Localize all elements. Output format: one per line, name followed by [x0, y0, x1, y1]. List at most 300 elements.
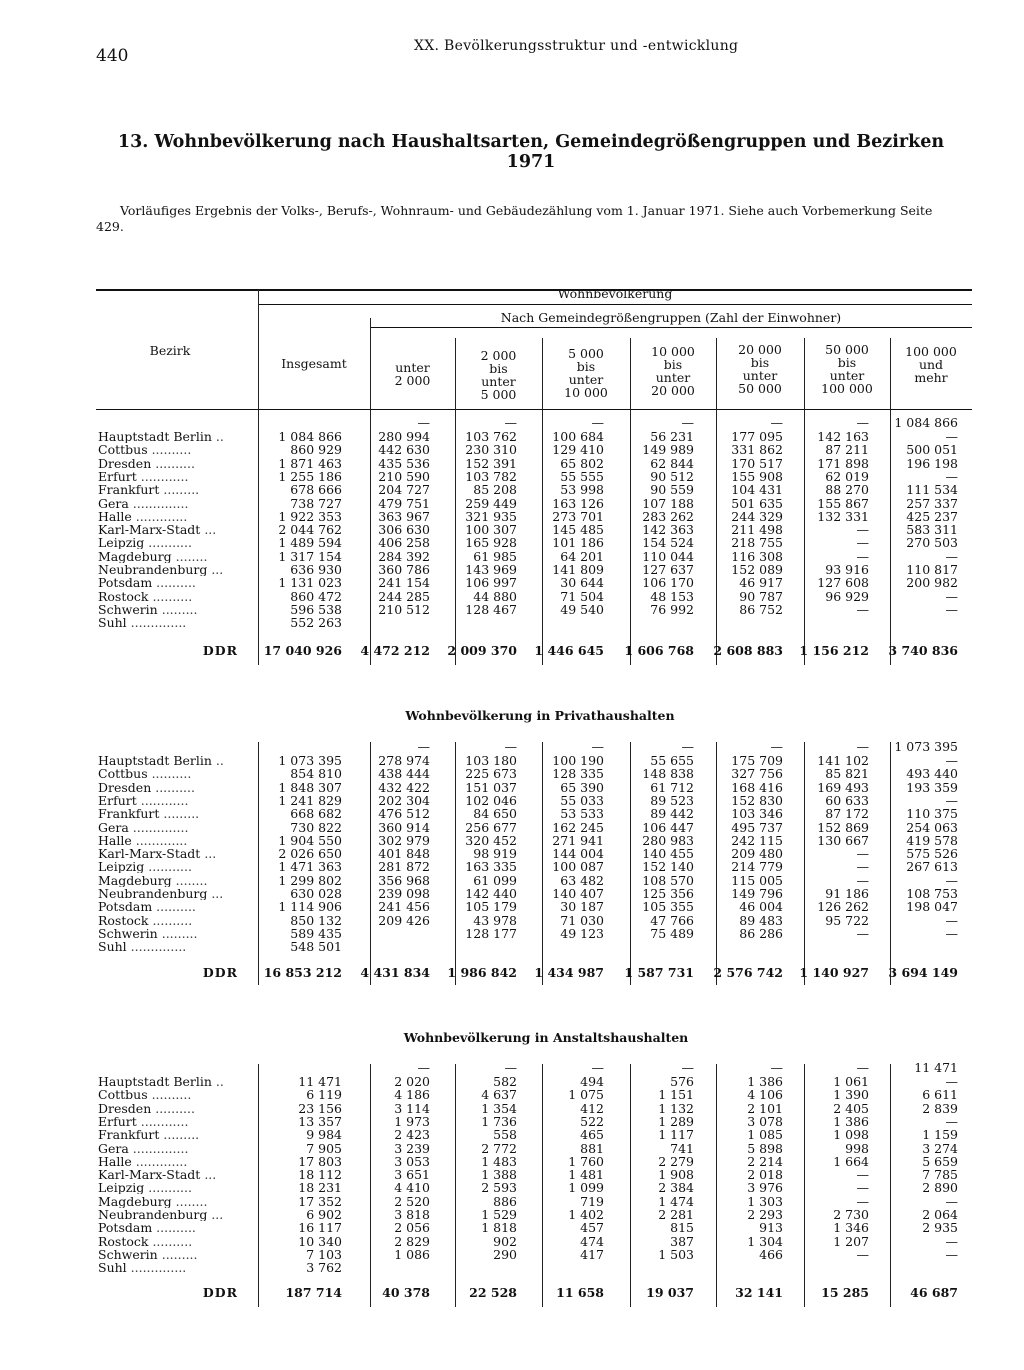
leader-dots: .......... — [148, 1235, 193, 1248]
cell-col-2: — — [504, 415, 517, 430]
cell-col-5: 152 830 — [731, 793, 783, 808]
cell-col-6: — — [856, 1194, 869, 1209]
cell-col-2: 143 969 — [465, 562, 517, 577]
running-head: XX. Bevölkerungsstruktur und -entwicklung — [414, 38, 739, 54]
cell-col-0: 6 119 — [306, 1087, 342, 1102]
first-row — [96, 740, 976, 753]
cell-col-4: 1 151 — [658, 1087, 694, 1102]
table-row — [96, 1235, 976, 1248]
cell-col-1: 40 378 — [382, 1285, 430, 1300]
leader-dots: ........... — [144, 536, 192, 549]
cell-col-1: 306 630 — [378, 522, 430, 537]
cell-col-1: 278 974 — [378, 753, 430, 768]
table-row — [96, 536, 976, 549]
cell-col-2: 886 — [493, 1194, 517, 1209]
cell-col-4: 108 570 — [642, 873, 694, 888]
cell-col-5: 209 480 — [731, 846, 783, 861]
header-col-7: 100 000 und mehr — [905, 344, 957, 385]
cell-col-4: 142 363 — [642, 522, 694, 537]
cell-col-7: 575 526 — [906, 846, 958, 861]
cell-col-2: 128 467 — [465, 602, 517, 617]
header-bottom-rule — [96, 409, 972, 410]
total-label: DDR — [202, 966, 238, 979]
cell-col-1: 442 630 — [378, 442, 430, 457]
cell-col-7: 2 839 — [922, 1101, 958, 1116]
cell-col-3: 53 998 — [560, 482, 604, 497]
cell-col-3: 129 410 — [552, 442, 604, 457]
cell-col-2: 43 978 — [473, 913, 517, 928]
cell-col-3: 273 701 — [552, 509, 604, 524]
cell-col-7: — — [945, 1234, 958, 1249]
leader-dots: .......... — [148, 590, 193, 603]
cell-col-0: 2 044 762 — [278, 522, 342, 537]
cell-col-1: 406 258 — [378, 535, 430, 550]
cell-col-2: 259 449 — [465, 496, 517, 511]
cell-col-0: 1 471 363 — [278, 859, 342, 874]
cell-col-1: 2 056 — [394, 1220, 430, 1235]
cell-col-1: 3 239 — [394, 1141, 430, 1156]
table-row — [96, 900, 976, 913]
cell-col-6: 2 730 — [833, 1207, 869, 1222]
cell-col-2: 290 — [493, 1247, 517, 1262]
cell-col-4: 741 — [670, 1141, 694, 1156]
cell-col-0: 668 682 — [290, 806, 342, 821]
header-col-3: 5 000 bis unter 10 000 — [564, 346, 608, 400]
cell-col-5: 46 917 — [739, 575, 783, 590]
cell-col-3: 71 030 — [560, 913, 604, 928]
leader-dots: ... — [200, 523, 217, 536]
cell-col-1: 1 086 — [394, 1247, 430, 1262]
cell-col-3: 1 446 645 — [534, 643, 604, 658]
cell-col-3: 522 — [580, 1114, 604, 1129]
cell-col-6: 169 493 — [817, 780, 869, 795]
cell-col-2: 106 997 — [465, 575, 517, 590]
cell-col-1: 4 410 — [394, 1180, 430, 1195]
table-row — [96, 767, 976, 780]
table-title: 13. Wohnbevölkerung nach Haushaltsarten, Gemeindegrößengruppen und Bezirken 1971 — [117, 132, 945, 172]
cell-col-0: 17 803 — [298, 1154, 342, 1169]
cell-col-6: 152 869 — [817, 820, 869, 835]
cell-col-7: — — [945, 753, 958, 768]
cell-col-7: 2 890 — [922, 1180, 958, 1195]
cell-col-6: 1 061 — [833, 1074, 869, 1089]
leader-dots: .......... — [147, 767, 192, 780]
cell-col-1: 476 512 — [378, 806, 430, 821]
cell-col-6: 1 098 — [833, 1127, 869, 1142]
cell-col-5: 913 — [759, 1220, 783, 1235]
cell-col-0: 1 904 550 — [278, 833, 342, 848]
bezirk-name: Magdeburg ........ — [98, 1195, 208, 1208]
cell-col-1: 239 098 — [378, 886, 430, 901]
cell-col-6: 1 207 — [833, 1234, 869, 1249]
cell-col-6: 998 — [845, 1141, 869, 1156]
cell-col-1: 479 751 — [378, 496, 430, 511]
cell-col-6: 1 390 — [833, 1087, 869, 1102]
cell-col-3: 162 245 — [552, 820, 604, 835]
bezirk-name: Karl-Marx-Stadt ... — [98, 847, 217, 860]
cell-col-0: 730 822 — [290, 820, 342, 835]
cell-col-7: 110 817 — [906, 562, 958, 577]
table-row — [96, 590, 976, 603]
cell-col-0: 1 489 594 — [278, 535, 342, 550]
cell-col-3: 11 658 — [556, 1285, 604, 1300]
leader-dots: .............. — [126, 616, 187, 629]
bezirk-name: Suhl .............. — [98, 940, 187, 953]
cell-col-4: 387 — [670, 1234, 694, 1249]
cell-col-1: 363 967 — [378, 509, 430, 524]
cell-col-2: 1 818 — [481, 1220, 517, 1235]
cell-col-7: 270 503 — [906, 535, 958, 550]
cell-col-5: 214 779 — [731, 859, 783, 874]
cell-col-2: 320 452 — [465, 833, 517, 848]
cell-col-1: 4 431 834 — [360, 965, 430, 980]
cell-col-7: 108 753 — [906, 886, 958, 901]
cell-col-0: 860 472 — [290, 589, 342, 604]
leader-dots: ......... — [157, 927, 198, 940]
total-row — [96, 644, 976, 657]
table-row — [96, 914, 976, 927]
cell-col-7: — — [945, 926, 958, 941]
cell-col-0: 3 762 — [306, 1260, 342, 1275]
cell-col-6: 85 821 — [825, 766, 869, 781]
cell-col-3: — — [591, 415, 604, 430]
total-row — [96, 1286, 976, 1299]
cell-col-0: 1 871 463 — [278, 456, 342, 471]
cell-col-1: 3 818 — [394, 1207, 430, 1222]
cell-col-7: 11 471 — [914, 1060, 958, 1075]
cell-col-5: 116 308 — [731, 549, 783, 564]
bezirk-name: Gera .............. — [98, 1142, 189, 1155]
cell-col-0: 1 255 186 — [278, 469, 342, 484]
cell-col-0: 16 853 212 — [263, 965, 342, 980]
cell-col-7: 110 375 — [906, 806, 958, 821]
leader-dots: .. — [211, 1075, 224, 1088]
cell-col-1: 360 786 — [378, 562, 430, 577]
leader-dots: ........... — [144, 1181, 192, 1194]
cell-col-3: 65 390 — [560, 780, 604, 795]
first-row — [96, 1061, 976, 1074]
cell-col-1: 244 285 — [378, 589, 430, 604]
cell-col-6: 171 898 — [817, 456, 869, 471]
cell-col-0: 1 131 023 — [278, 575, 342, 590]
table-row — [96, 510, 976, 523]
cell-col-2: 61 099 — [473, 873, 517, 888]
cell-col-1: 280 994 — [378, 429, 430, 444]
cell-col-0: 1 241 829 — [278, 793, 342, 808]
header-col-1: unter 2 000 — [394, 360, 431, 388]
cell-col-4: 125 356 — [642, 886, 694, 901]
cell-col-2: 2 009 370 — [447, 643, 517, 658]
header-col-4: 10 000 bis unter 20 000 — [651, 344, 695, 398]
cell-col-0: 7 905 — [306, 1141, 342, 1156]
cell-col-2: 1 483 — [481, 1154, 517, 1169]
bezirk-name: Erfurt ............ — [98, 1115, 189, 1128]
cell-col-1: 210 512 — [378, 602, 430, 617]
cell-col-6: 130 667 — [817, 833, 869, 848]
cell-col-3: 100 190 — [552, 753, 604, 768]
cell-col-6: 1 346 — [833, 1220, 869, 1235]
cell-col-0: 860 929 — [290, 442, 342, 457]
cell-col-4: — — [681, 739, 694, 754]
cell-col-2: 1 354 — [481, 1101, 517, 1116]
cell-col-7: — — [945, 873, 958, 888]
cell-col-1: 3 114 — [394, 1101, 430, 1116]
header-col-0: Insgesamt — [281, 356, 347, 371]
cell-col-3: 49 123 — [560, 926, 604, 941]
cell-col-6: — — [856, 535, 869, 550]
cell-col-3: 1 760 — [568, 1154, 604, 1169]
cell-col-3: 30 187 — [560, 899, 604, 914]
cell-col-1: 204 727 — [378, 482, 430, 497]
cell-col-2: 151 037 — [465, 780, 517, 795]
cell-col-1: 438 444 — [378, 766, 430, 781]
cell-col-5: 242 115 — [731, 833, 783, 848]
cell-col-5: 1 085 — [747, 1127, 783, 1142]
leader-dots: ............ — [136, 470, 189, 483]
leader-dots: .......... — [151, 457, 195, 470]
cell-col-4: 76 992 — [650, 602, 694, 617]
cell-col-2: 558 — [493, 1127, 517, 1142]
cell-col-7: — — [945, 589, 958, 604]
cell-col-3: 1 402 — [568, 1207, 604, 1222]
cell-col-0: 738 727 — [290, 496, 342, 511]
cell-col-4: 106 447 — [642, 820, 694, 835]
cell-col-0: 548 501 — [290, 939, 342, 954]
cell-col-2: 1 388 — [481, 1167, 517, 1182]
cell-col-6: 127 608 — [817, 575, 869, 590]
cell-col-7: — — [945, 469, 958, 484]
cell-col-5: 46 004 — [739, 899, 783, 914]
bezirk-name: Karl-Marx-Stadt ... — [98, 523, 217, 536]
table-row — [96, 1181, 976, 1194]
cell-col-5: 2 214 — [747, 1154, 783, 1169]
leader-dots: ... — [200, 847, 217, 860]
cell-col-7: 5 659 — [922, 1154, 958, 1169]
cell-col-4: 19 037 — [646, 1285, 694, 1300]
cell-col-3: 494 — [580, 1074, 604, 1089]
cell-col-2: 1 529 — [481, 1207, 517, 1222]
table-row — [96, 1155, 976, 1168]
cell-col-0: 23 156 — [298, 1101, 342, 1116]
bezirk-name: Leipzig ........... — [98, 1181, 192, 1194]
cell-col-7: 2 935 — [922, 1220, 958, 1235]
cell-col-6: 126 262 — [817, 899, 869, 914]
cell-col-3: 1 099 — [568, 1180, 604, 1195]
cell-col-7: 1 159 — [922, 1127, 958, 1142]
cell-col-7: 425 237 — [906, 509, 958, 524]
cell-col-4: 90 512 — [650, 469, 694, 484]
cell-col-3: — — [591, 1060, 604, 1075]
table-row — [96, 443, 976, 456]
leader-dots: ... — [207, 1208, 224, 1221]
cell-col-2: 84 650 — [473, 806, 517, 821]
cell-col-6: — — [856, 873, 869, 888]
bezirk-name: Dresden .......... — [98, 1102, 195, 1115]
cell-col-1: 281 872 — [378, 859, 430, 874]
cell-col-2: 582 — [493, 1074, 517, 1089]
cell-col-1: 356 968 — [378, 873, 430, 888]
cell-col-5: 86 286 — [739, 926, 783, 941]
cell-col-3: 145 485 — [552, 522, 604, 537]
bezirk-name: Halle ............. — [98, 510, 188, 523]
table-row — [96, 1221, 976, 1234]
cell-col-6: — — [856, 602, 869, 617]
cell-col-3: 474 — [580, 1234, 604, 1249]
cell-col-5: — — [770, 415, 783, 430]
cell-col-1: 241 456 — [378, 899, 430, 914]
cell-col-4: 1 503 — [658, 1247, 694, 1262]
cell-col-1: 2 829 — [394, 1234, 430, 1249]
table-row — [96, 860, 976, 873]
cell-col-4: 2 281 — [658, 1207, 694, 1222]
cell-col-5: 466 — [759, 1247, 783, 1262]
first-row — [96, 416, 976, 429]
cell-col-6: 96 929 — [825, 589, 869, 604]
cell-col-1: 1 973 — [394, 1114, 430, 1129]
cell-col-1: 401 848 — [378, 846, 430, 861]
table-note: Vorläufiges Ergebnis der Volks-, Berufs-, Wohnraum- und Gebäudezählung vom 1. Januar 1971. Siehe auch Vorbemerkung Seite 429. — [96, 203, 933, 234]
cell-col-6: 1 156 212 — [799, 643, 869, 658]
cell-col-4: 2 384 — [658, 1180, 694, 1195]
cell-col-2: 2 772 — [481, 1141, 517, 1156]
cell-col-6: 141 102 — [817, 753, 869, 768]
leader-dots: ............. — [131, 1155, 188, 1168]
cell-col-2: 103 782 — [465, 469, 517, 484]
table-row — [96, 523, 976, 536]
cell-col-3: 49 540 — [560, 602, 604, 617]
bezirk-name: Rostock .......... — [98, 914, 193, 927]
cell-col-6: 93 916 — [825, 562, 869, 577]
cell-col-3: 100 684 — [552, 429, 604, 444]
cell-col-3: 64 201 — [560, 549, 604, 564]
cell-col-7: 3 274 — [922, 1141, 958, 1156]
cell-col-1: 4 472 212 — [360, 643, 430, 658]
cell-col-0: 2 026 650 — [278, 846, 342, 861]
bezirk-name: Karl-Marx-Stadt ... — [98, 1168, 217, 1181]
cell-col-7: — — [945, 1114, 958, 1129]
cell-col-3: 55 033 — [560, 793, 604, 808]
bezirk-name: Leipzig ........... — [98, 536, 192, 549]
cell-col-0: 18 231 — [298, 1180, 342, 1195]
header-col-2: 2 000 bis unter 5 000 — [480, 348, 517, 402]
cell-col-2: — — [504, 739, 517, 754]
bezirk-name: Frankfurt ......... — [98, 483, 200, 496]
bezirk-name: Frankfurt ......... — [98, 807, 200, 820]
table-row — [96, 576, 976, 589]
cell-col-4: — — [681, 1060, 694, 1075]
cell-col-4: 140 455 — [642, 846, 694, 861]
cell-col-5: 90 787 — [739, 589, 783, 604]
cell-col-1: 241 154 — [378, 575, 430, 590]
cell-col-7: — — [945, 429, 958, 444]
cell-col-6: 88 270 — [825, 482, 869, 497]
cell-col-3: 100 087 — [552, 859, 604, 874]
leader-dots: .............. — [126, 940, 187, 953]
cell-col-1: 3 053 — [394, 1154, 430, 1169]
bezirk-name: Hauptstadt Berlin .. — [98, 1075, 224, 1088]
bezirk-name: Potsdam .......... — [98, 900, 196, 913]
cell-col-3: 881 — [580, 1141, 604, 1156]
cell-col-6: 155 867 — [817, 496, 869, 511]
cell-col-0: 630 028 — [290, 886, 342, 901]
cell-col-1: 432 422 — [378, 780, 430, 795]
leader-dots: ........ — [171, 550, 208, 563]
leader-dots: ... — [207, 563, 224, 576]
cell-col-0: 596 538 — [290, 602, 342, 617]
leader-dots: .......... — [152, 1221, 196, 1234]
cell-col-3: 141 809 — [552, 562, 604, 577]
cell-col-7: — — [945, 1074, 958, 1089]
leader-dots: ......... — [159, 483, 200, 496]
cell-col-7: 500 051 — [906, 442, 958, 457]
cell-col-2: 1 986 842 — [447, 965, 517, 980]
cell-col-0: 17 352 — [298, 1194, 342, 1209]
cell-col-3: 1 075 — [568, 1087, 604, 1102]
cell-col-0: 11 471 — [298, 1074, 342, 1089]
cell-col-5: 1 304 — [747, 1234, 783, 1249]
table-row — [96, 834, 976, 847]
cell-col-4: 55 655 — [650, 753, 694, 768]
cell-col-5: 1 303 — [747, 1194, 783, 1209]
table-row — [96, 483, 976, 496]
cell-col-6: — — [856, 522, 869, 537]
table-row — [96, 1088, 976, 1101]
leader-dots: ........... — [144, 860, 192, 873]
cell-col-3: 140 407 — [552, 886, 604, 901]
cell-col-6: 60 633 — [825, 793, 869, 808]
cell-col-2: 105 179 — [465, 899, 517, 914]
cell-col-0: 1 317 154 — [278, 549, 342, 564]
leader-dots: .......... — [152, 900, 196, 913]
cell-col-5: 175 709 — [731, 753, 783, 768]
cell-col-4: 48 153 — [650, 589, 694, 604]
leader-dots: ........ — [171, 1195, 208, 1208]
cell-col-3: 457 — [580, 1220, 604, 1235]
cell-col-3: 163 126 — [552, 496, 604, 511]
leader-dots: .............. — [128, 1142, 189, 1155]
leader-dots: .. — [211, 430, 224, 443]
cell-col-7: 200 982 — [906, 575, 958, 590]
cell-col-3: 63 482 — [560, 873, 604, 888]
cell-col-2: 902 — [493, 1234, 517, 1249]
cell-col-6: 1 664 — [833, 1154, 869, 1169]
cell-col-0: 17 040 926 — [263, 643, 342, 658]
bezirk-name: Rostock .......... — [98, 1235, 193, 1248]
cell-col-1: 4 186 — [394, 1087, 430, 1102]
leader-dots: .............. — [128, 821, 189, 834]
cell-col-1: 360 914 — [378, 820, 430, 835]
cell-col-0: 678 666 — [290, 482, 342, 497]
cell-col-7: 46 687 — [910, 1285, 958, 1300]
cell-col-1: 210 590 — [378, 469, 430, 484]
cell-col-2: 165 928 — [465, 535, 517, 550]
bezirk-name: Schwerin ......... — [98, 603, 198, 616]
cell-col-2: 225 673 — [465, 766, 517, 781]
bezirk-name: Neubrandenburg ... — [98, 887, 224, 900]
cell-col-1: 202 304 — [378, 793, 430, 808]
bezirk-name: Frankfurt ......... — [98, 1128, 200, 1141]
bezirk-name: Cottbus .......... — [98, 443, 192, 456]
leader-dots: .. — [211, 754, 224, 767]
cell-col-7: 196 198 — [906, 456, 958, 471]
bezirk-name: Halle ............. — [98, 1155, 188, 1168]
cell-col-2: 103 180 — [465, 753, 517, 768]
cell-col-0: 7 103 — [306, 1247, 342, 1262]
cell-col-4: 2 279 — [658, 1154, 694, 1169]
cell-col-1: 2 020 — [394, 1074, 430, 1089]
cell-col-3: 65 802 — [560, 456, 604, 471]
cell-col-6: — — [856, 846, 869, 861]
